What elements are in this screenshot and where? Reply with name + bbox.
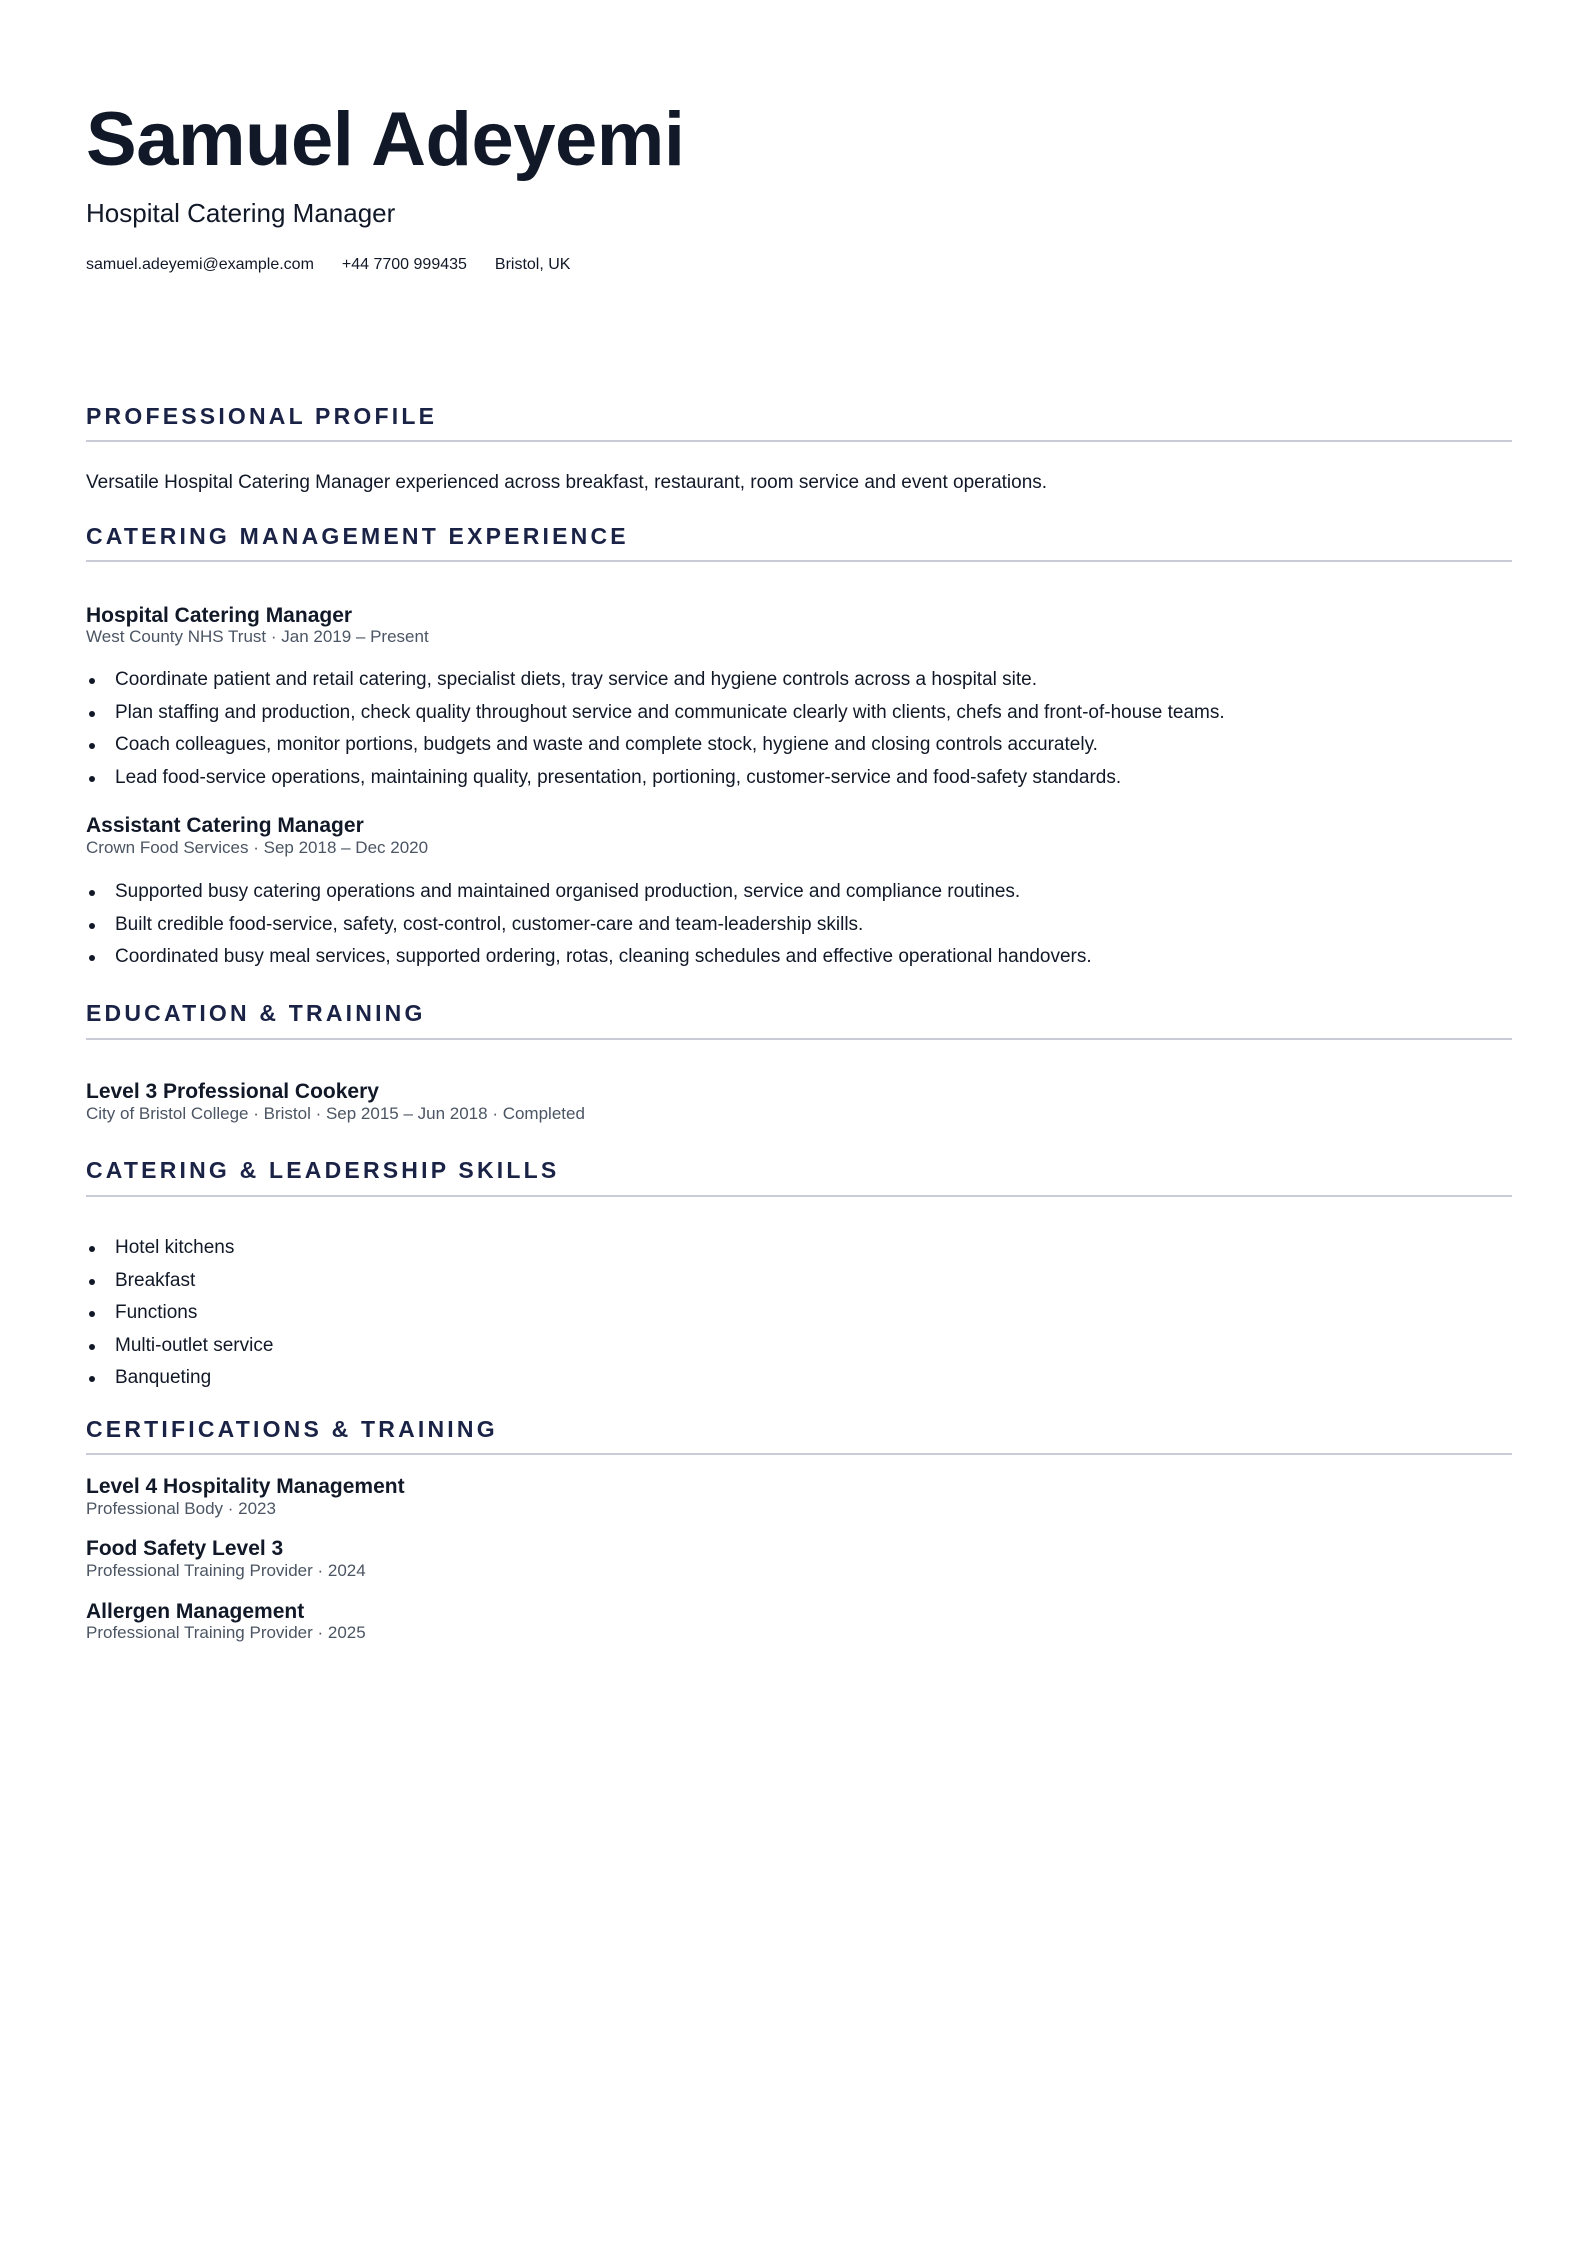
job-meta: Crown Food Services · Sep 2018 – Dec 2020: [86, 838, 429, 857]
list-item: Plan staffing and production, check quality throughout service and communicate clearly with clients, chefs and front-of-house teams.: [86, 697, 1225, 730]
section-heading-education: EDUCATION & TRAINING: [86, 1000, 426, 1026]
job-title: Hospital Catering Manager: [86, 198, 396, 228]
job-bullets: [86, 876, 1092, 974]
profile-summary: Versatile Hospital Catering Manager experienced across breakfast, restaurant, room service and event operations.: [86, 472, 1048, 493]
contact-line: [86, 254, 598, 276]
education-title: Level 3 Professional Cookery: [86, 1080, 379, 1103]
list-item: Supported busy catering operations and maintained organised production, service and compliance routines.: [86, 876, 1092, 909]
skill-item: Banqueting: [86, 1362, 273, 1395]
candidate-name: Samuel Adeyemi: [86, 97, 685, 182]
contact-email[interactable]: samuel.adeyemi@example.com: [86, 256, 314, 273]
job-meta: West County NHS Trust · Jan 2019 – Present: [86, 627, 429, 646]
list-item: Coordinate patient and retail catering, specialist diets, tray service and hygiene controls across a hospital site.: [86, 664, 1225, 697]
section-divider: [86, 1195, 1512, 1197]
certification-title: Food Safety Level 3: [86, 1537, 284, 1560]
job-title-entry: Assistant Catering Manager: [86, 814, 364, 837]
list-item: Built credible food-service, safety, cost-control, customer-care and team-leadership skills.: [86, 909, 1092, 942]
skill-item: Multi-outlet service: [86, 1330, 273, 1363]
certification-title: Allergen Management: [86, 1600, 305, 1623]
skills-list: [86, 1232, 273, 1395]
skill-item: Hotel kitchens: [86, 1232, 273, 1265]
contact-phone[interactable]: +44 7700 999435: [341, 256, 467, 273]
skill-item: Breakfast: [86, 1265, 273, 1298]
section-heading-experience: CATERING MANAGEMENT EXPERIENCE: [86, 523, 629, 549]
list-item: Coach colleagues, monitor portions, budgets and waste and complete stock, hygiene and closing controls accurately.: [86, 729, 1225, 762]
job-bullets: [86, 664, 1225, 794]
section-heading-skills: CATERING & LEADERSHIP SKILLS: [86, 1157, 560, 1183]
certification-meta: Professional Body · 2023: [86, 1499, 276, 1518]
section-divider: [86, 440, 1512, 442]
list-item: Lead food-service operations, maintaining quality, presentation, portioning, customer-service and food-safety standards.: [86, 762, 1225, 795]
education-meta: City of Bristol College · Bristol · Sep 2015 – Jun 2018 · Completed: [86, 1104, 585, 1123]
section-divider: [86, 1038, 1512, 1040]
contact-location: Bristol, UK: [494, 256, 571, 273]
section-heading-profile: PROFESSIONAL PROFILE: [86, 403, 438, 429]
certification-meta: Professional Training Provider · 2024: [86, 1561, 366, 1580]
certification-title: Level 4 Hospitality Management: [86, 1475, 405, 1498]
job-title-entry: Hospital Catering Manager: [86, 604, 353, 627]
section-divider: [86, 560, 1512, 562]
section-divider: [86, 1453, 1512, 1455]
list-item: Coordinated busy meal services, supported ordering, rotas, cleaning schedules and effective operational handovers.: [86, 941, 1092, 974]
section-heading-certifications: CERTIFICATIONS & TRAINING: [86, 1416, 498, 1442]
skill-item: Functions: [86, 1297, 273, 1330]
certification-meta: Professional Training Provider · 2025: [86, 1623, 366, 1642]
